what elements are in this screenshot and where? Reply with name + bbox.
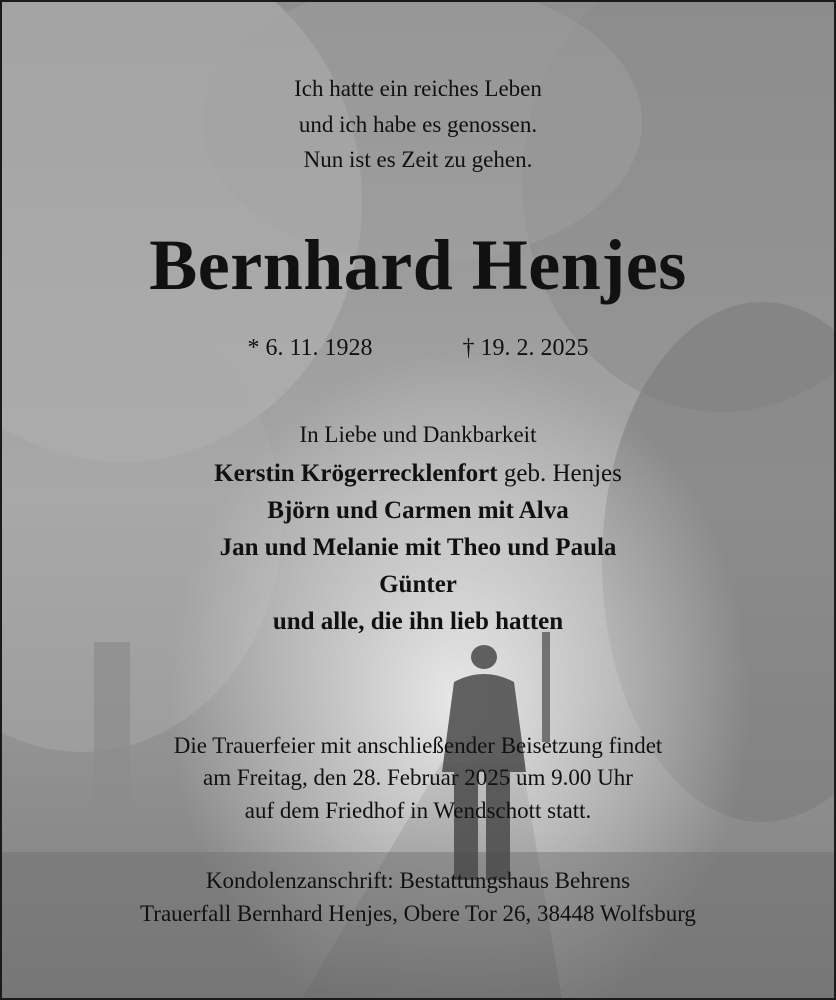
poem-line-3: Nun ist es Zeit zu gehen. [303, 147, 533, 172]
thanks-line: In Liebe und Dankbarkeit [299, 422, 537, 447]
mourner-line-5: und alle, die ihn lieb hatten [272, 608, 564, 635]
deceased-name: Bernhard Henjes [149, 225, 687, 305]
condolence-line-2: Trauerfall Bernhard Henjes, Obere Tor 26, 38448 Wolfsburg [140, 901, 696, 926]
funeral-line-2: am Freitag, den 28. Februar 2025 um 9.00 Uhr [203, 765, 633, 790]
condolence-line-1: Kondolenzanschrift: Bestattungshaus Behrens [205, 868, 631, 893]
notice-content [2, 2, 834, 998]
mourner-line-4: Günter [379, 571, 457, 598]
death-date: † 19. 2. 2025 [462, 335, 589, 361]
life-dates [2, 335, 834, 362]
funeral-line-3: auf dem Friedhof in Wendschott statt. [244, 798, 592, 823]
mourner-line-3: Jan und Melanie mit Theo und Paula [219, 534, 617, 561]
mourner-line-2: Björn und Carmen mit Alva [267, 497, 569, 524]
poem-line-2: und ich habe es genossen. [298, 112, 538, 137]
mourner-1-maiden-name: geb. Henjes [497, 460, 622, 487]
funeral-line-1: Die Trauerfeier mit anschließender Beisetzung findet [173, 733, 663, 758]
mourner-1-name: Kerstin Krögerrecklenfort [214, 460, 498, 487]
poem-line-1: Ich hatte ein reiches Leben [294, 76, 542, 101]
mourner-line-1 [2, 460, 834, 488]
birth-date: * 6. 11. 1928 [247, 335, 373, 361]
